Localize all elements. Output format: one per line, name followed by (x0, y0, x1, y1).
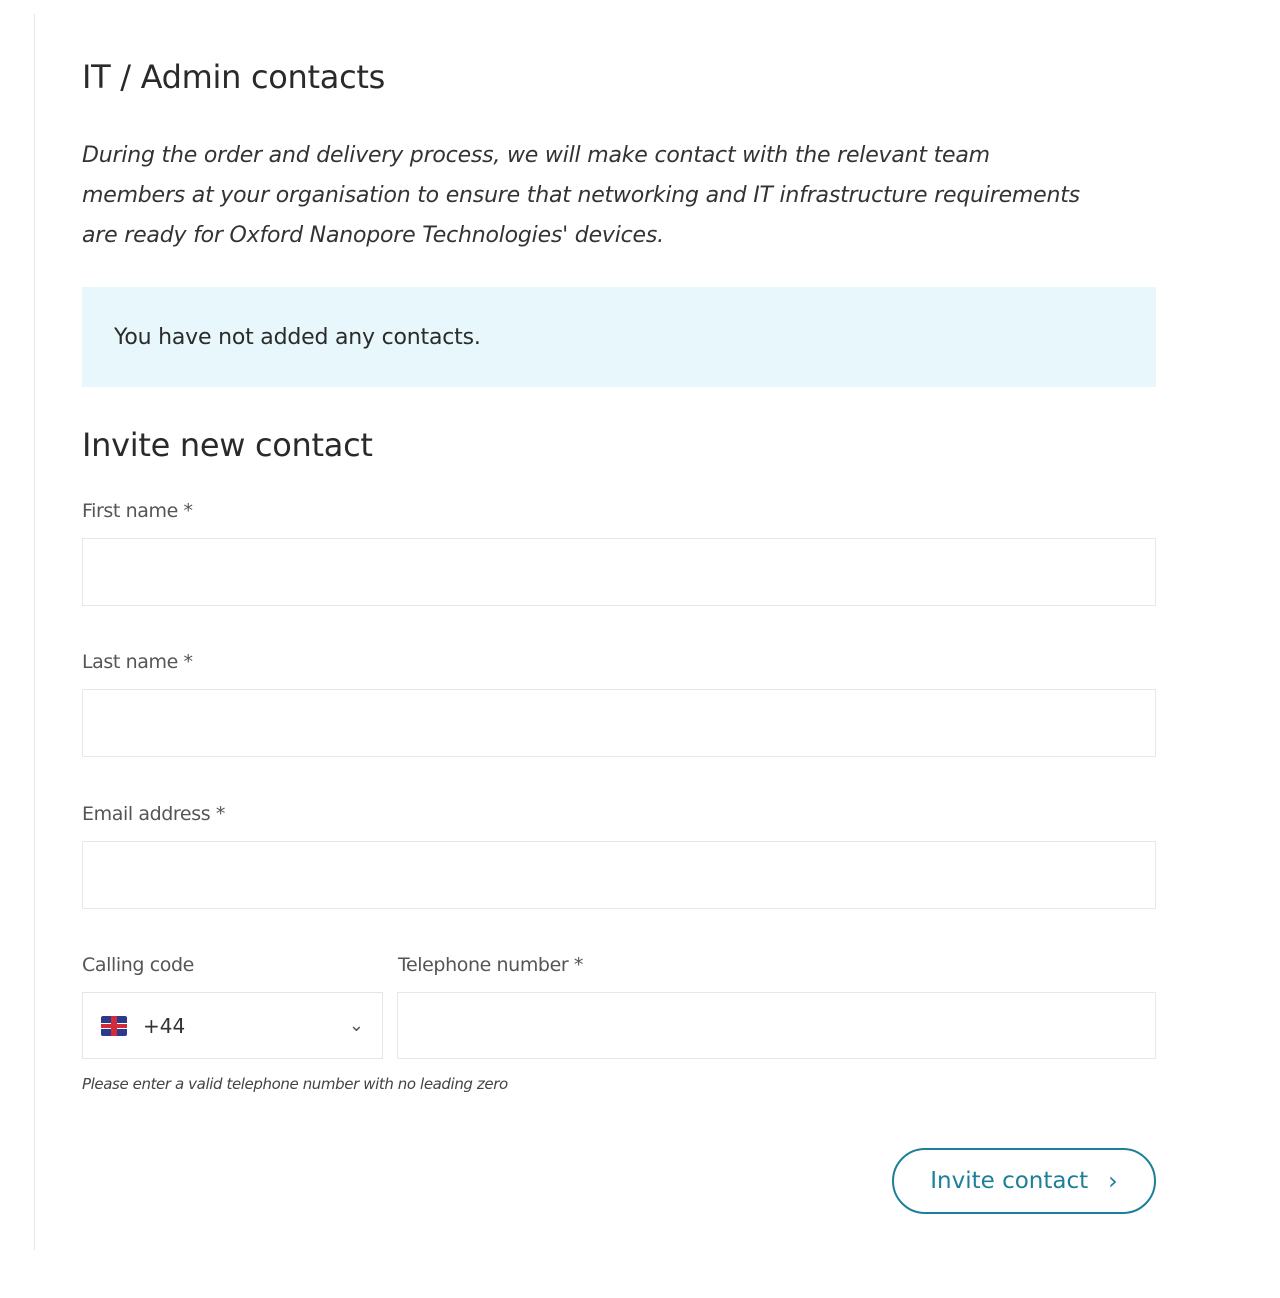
first-name-label: First name * (82, 500, 193, 522)
invite-section-title: Invite new contact (82, 426, 373, 464)
email-input[interactable] (82, 841, 1156, 909)
invite-contact-button[interactable] (892, 1148, 1156, 1214)
invite-contact-label: Invite contact (930, 1168, 1089, 1194)
calling-code-select[interactable] (82, 992, 383, 1059)
first-name-input[interactable] (82, 538, 1156, 606)
page-left-border (34, 14, 35, 1250)
telephone-input[interactable] (397, 992, 1156, 1059)
empty-contacts-message: You have not added any contacts. (114, 324, 481, 350)
calling-code-label: Calling code (82, 954, 194, 976)
calling-code-value: +44 (143, 1013, 186, 1038)
email-label: Email address * (82, 803, 225, 825)
telephone-hint: Please enter a valid telephone number with no leading zero (82, 1075, 508, 1093)
telephone-label: Telephone number * (398, 954, 584, 976)
chevron-down-icon: ⌄ (348, 1015, 364, 1036)
page-title: IT / Admin contacts (82, 58, 385, 96)
empty-contacts-notice (82, 287, 1156, 387)
last-name-input[interactable] (82, 689, 1156, 757)
chevron-right-icon: › (1108, 1167, 1118, 1195)
uk-flag-icon (101, 1016, 127, 1036)
last-name-label: Last name * (82, 651, 193, 673)
intro-text: During the order and delivery process, we will make contact with the relevant team members at your organisation to ensure that networking and IT infrastructure requirements are ready for Oxford Nanopore Technologies' devices. (82, 143, 1080, 248)
